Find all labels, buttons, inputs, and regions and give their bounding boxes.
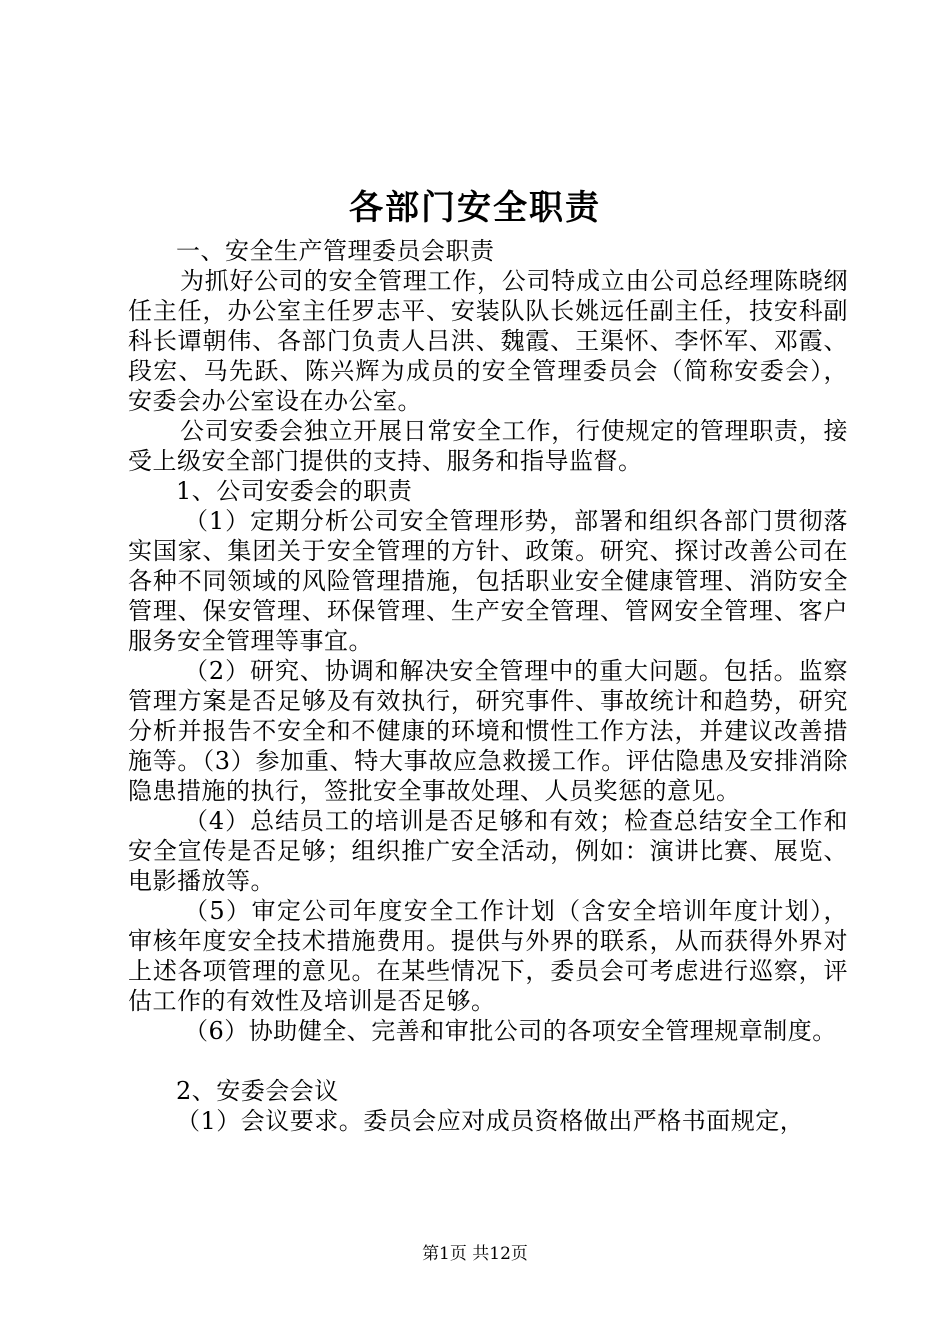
section-heading: 一、安全生产管理委员会职责 — [176, 237, 495, 265]
subsection-heading: 2、安委会会议 — [176, 1077, 339, 1105]
list-item: （6）协助健全、完善和审批公司的各项安全管理规章制度。 — [184, 1017, 837, 1045]
list-item: （5）审定公司年度安全工作计划（含安全培训年度计划），审核年度安全技术措施费用。提供与外界的联系，从而获得外界对上述各项管理的意见。在某些情况下，委员会可考虑进行巡察，评估工作的有效性及培训是否足够。 — [128, 897, 848, 1015]
paragraph: 为抓好公司的安全管理工作，公司特成立由公司总经理陈晓纲任主任，办公室主任罗志平、安装队队长姚远任副主任，技安科副科长谭朝伟、各部门负责人吕洪、魏霞、王渠怀、李怀军、邓霞、段宏、马先跃、陈兴辉为成员的安全管理委员会（简称安委会），安委会办公室设在办公室。 — [128, 267, 848, 415]
page-title: 各部门安全职责 — [349, 188, 601, 228]
page-number: 第1页 共12页 — [422, 1244, 528, 1264]
paragraph-spacer — [128, 1046, 848, 1076]
list-item: （2）研究、协调和解决安全管理中的重大问题。包括。监察管理方案是否足够及有效执行，研究事件、事故统计和趋势，研究分析并报告不安全和不健康的环境和惯性工作方法，并建议改善措施等。（3）参加重、特大事故应急救援工作。评估隐患及安排消除隐患措施的执行，签批安全事故处理、人员奖惩的意见。 — [128, 657, 848, 805]
subsection-heading: 1、公司安委会的职责 — [176, 477, 413, 505]
list-item: （1）定期分析公司安全管理形势，部署和组织各部门贯彻落实国家、集团关于安全管理的方针、政策。研究、探讨改善公司在各种不同领域的风险管理措施，包括职业安全健康管理、消防安全管理、保安管理、环保管理、生产安全管理、管网安全管理、客户服务安全管理等事宜。 — [128, 507, 848, 655]
list-item: （4）总结员工的培训是否足够和有效；检查总结安全工作和安全宣传是否足够；组织推广安全活动，例如：演讲比赛、展览、电影播放等。 — [128, 807, 848, 895]
list-item: （1）会议要求。委员会应对成员资格做出严格书面规定， — [176, 1107, 805, 1135]
document-body — [128, 236, 848, 1136]
paragraph: 公司安委会独立开展日常安全工作，行使规定的管理职责，接受上级安全部门提供的支持、服务和指导监督。 — [128, 417, 848, 475]
